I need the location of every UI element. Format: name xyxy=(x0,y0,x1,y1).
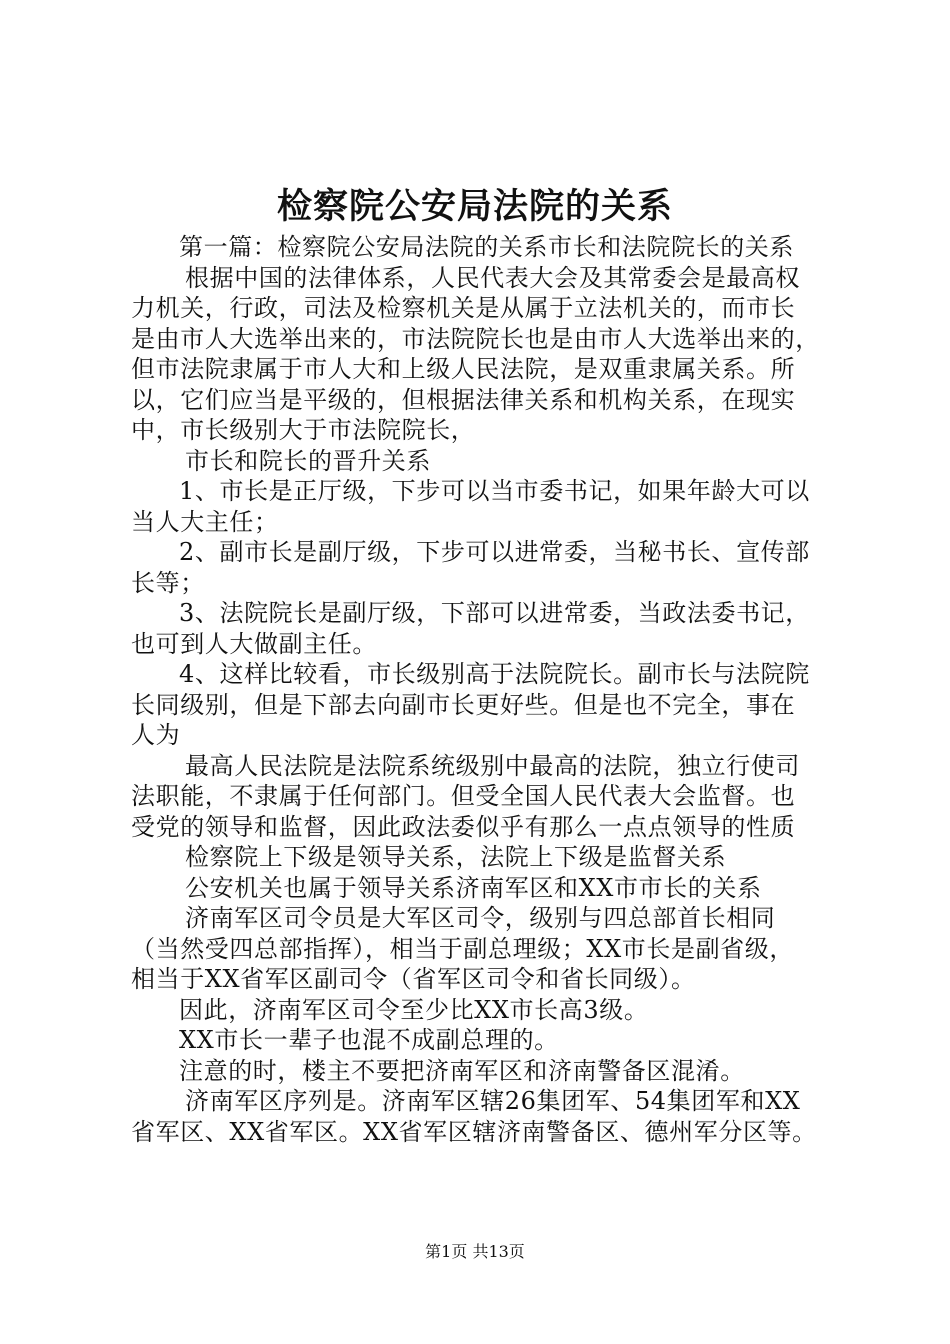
text-line: 济南军区司令员是大军区司令，级别与四总部首长相同 xyxy=(185,904,776,932)
text-line: 根据中国的法律体系，人民代表大会及其常委会是最高权 xyxy=(185,263,800,292)
text-line: 受党的领导和监督，因此政法委似乎有那么一点点领导的性质 xyxy=(131,812,796,841)
text-line: 2、副市长是副厅级，下步可以进常委，当秘书长、宣传部 xyxy=(179,538,810,566)
text-line: XX市长一辈子也混不成副总理的。 xyxy=(179,1026,559,1054)
text-line: 力机关，行政，司法及检察机关是从属于立法机关的，而市长 xyxy=(131,294,796,322)
text-line: 但市法院隶属于市人大和上级人民法院，是双重隶属关系。所 xyxy=(131,355,796,383)
text-line: 注意的时，楼主不要把济南军区和济南警备区混淆。 xyxy=(179,1056,745,1085)
text-line: 长同级别，但是下部去向副市长更好些。但是也不完全，事在 xyxy=(131,690,796,719)
text-line: （当然受四总部指挥），相当于副总理级；XX市长是副省级， xyxy=(131,934,794,963)
text-line: 最高人民法院是法院系统级别中最高的法院，独立行使司 xyxy=(185,751,800,780)
text-line: 4、这样比较看，市长级别高于法院院长。副市长与法院院 xyxy=(179,660,810,688)
text-line: 公安机关也属于领导关系济南军区和XX市市长的关系 xyxy=(185,873,762,902)
text-line: 市长和院长的晋升关系 xyxy=(185,446,431,475)
page-footer: 第1页 共13页 xyxy=(425,1242,525,1261)
text-line: 长等； xyxy=(131,568,205,597)
text-line: 济南军区序列是。济南军区辖26集团军、54集团军和XX xyxy=(185,1087,801,1115)
text-line: 法职能，不隶属于任何部门。但受全国人民代表大会监督。也 xyxy=(131,782,796,810)
text-line: 3、法院院长是副厅级，下部可以进常委，当政法委书记， xyxy=(179,599,810,627)
document-body xyxy=(131,232,841,1147)
text-line: 中，市长级别大于市法院院长， xyxy=(131,416,476,444)
text-line: 是由市人大选举出来的，市法院院长也是由市人大选举出来的， xyxy=(131,324,820,353)
text-line: 省军区、XX省军区。XX省军区辖济南警备区、德州军分区等。 xyxy=(131,1117,817,1146)
text-line: 相当于XX省军区副司令（省军区司令和省长同级）。 xyxy=(131,965,696,993)
text-line: 1、市长是正厅级，下步可以当市委书记，如果年龄大可以 xyxy=(179,477,810,505)
text-line: 也可到人大做副主任。 xyxy=(131,629,377,658)
text-line: 检察院上下级是领导关系，法院上下级是监督关系 xyxy=(185,843,727,871)
document-title: 检察院公安局法院的关系 xyxy=(276,186,673,227)
text-line: 人为 xyxy=(131,721,181,749)
text-line: 当人大主任； xyxy=(131,507,279,536)
text-line: 以，它们应当是平级的，但根据法律关系和机构关系，在现实 xyxy=(131,385,796,414)
text-line: 第一篇：检察院公安局法院的关系市长和法院院长的关系 xyxy=(179,233,794,261)
text-line: 因此，济南军区司令至少比XX市长高3级。 xyxy=(179,995,649,1024)
